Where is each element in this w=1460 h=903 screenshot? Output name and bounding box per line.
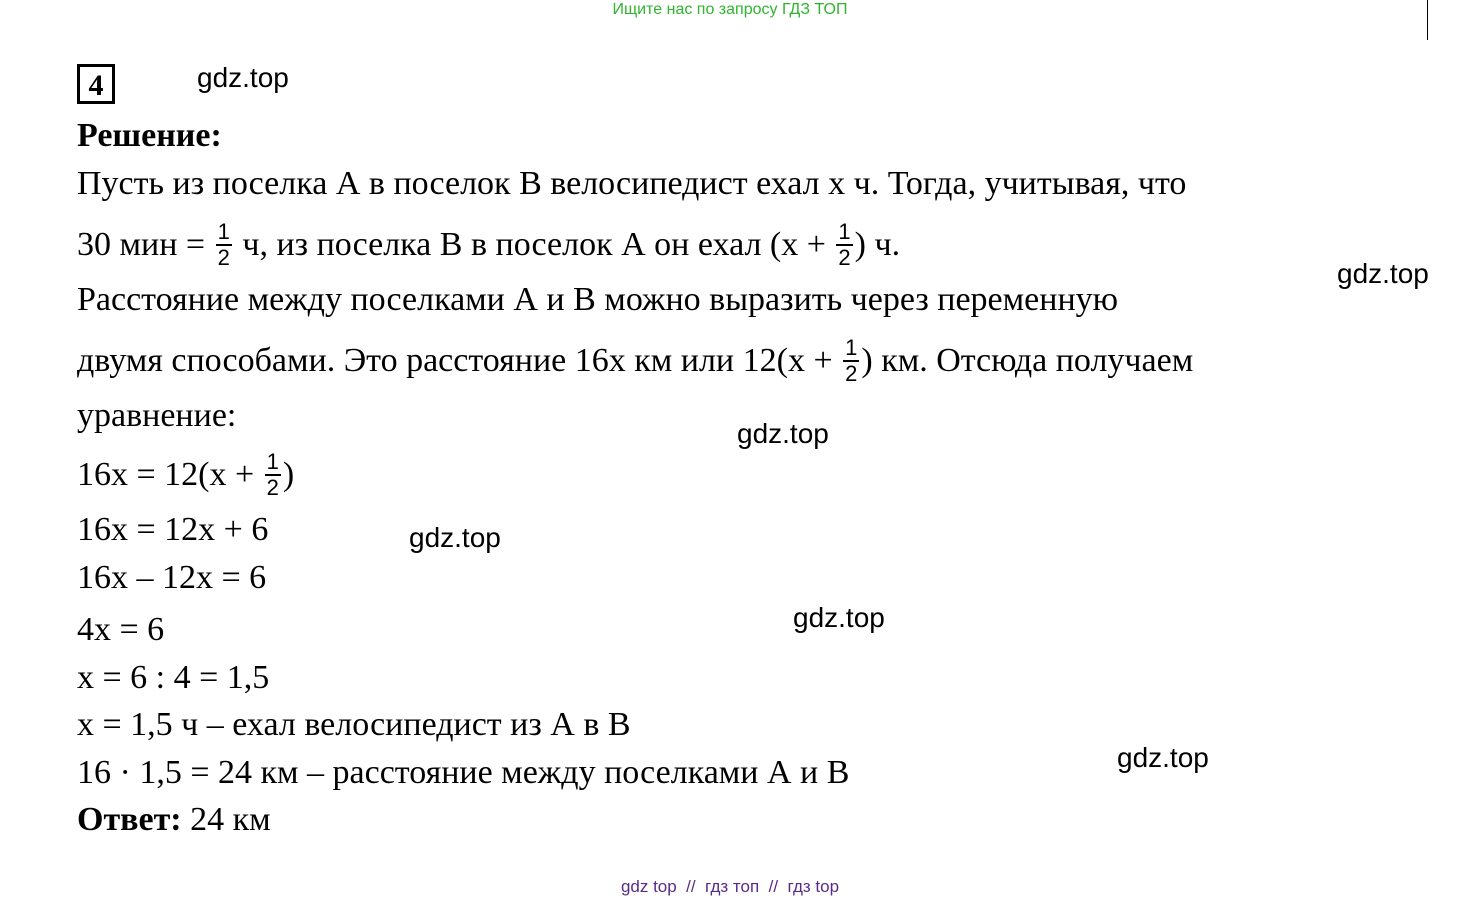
- text-line-5: уравнение:: [77, 397, 237, 434]
- fraction-half: $\frac{1}{2}$: [845, 335, 858, 386]
- fraction-half: $\frac{1}{2}$: [838, 219, 851, 270]
- text-line-2b: ч, из поселка В в поселок А он ехал (x +: [242, 225, 826, 263]
- equation-1: [77, 449, 295, 502]
- answer-value: 24 км: [190, 801, 271, 838]
- watermark: gdz.top: [1337, 258, 1429, 289]
- text-line-2a: 30 мин =: [77, 225, 206, 263]
- watermark: gdz.top: [197, 62, 289, 93]
- text-line-4a: двумя способами. Это расстояние 16x км или 12(x +: [77, 341, 833, 379]
- equation-6: x = 1,5 ч – ехал велосипедист из А в В: [77, 706, 631, 743]
- fraction-half: $\frac{1}{2}$: [266, 449, 279, 500]
- watermark: gdz.top: [1117, 742, 1209, 773]
- text-line-2: [77, 219, 901, 272]
- watermark: gdz.top: [793, 602, 885, 633]
- equation-5: x = 6 : 4 = 1,5: [77, 659, 270, 696]
- answer-label: Ответ:: [77, 801, 182, 838]
- watermark: gdz.top: [737, 418, 829, 449]
- task-number: 4: [77, 64, 115, 104]
- footer-links: gdz top // гдз топ // гдз top: [620, 877, 840, 896]
- search-banner: Ищите нас по запросу ГДЗ ТОП: [612, 1, 848, 18]
- watermark: gdz.top: [409, 522, 501, 553]
- fraction-half: $\frac{1}{2}$: [217, 219, 230, 270]
- text-line-1: Пусть из поселка А в поселок В велосипедист ехал x ч. Тогда, учитывая, что: [77, 165, 1187, 202]
- solution-label: Решение:: [77, 117, 222, 154]
- answer-line: [77, 800, 271, 840]
- equation-1b: ): [282, 455, 295, 493]
- text-line-2c: ) ч.: [854, 225, 901, 263]
- edge-divider: [1427, 0, 1428, 40]
- equation-3: 16x – 12x = 6: [77, 559, 267, 596]
- equation-1a: 16x = 12(x +: [77, 455, 255, 493]
- text-line-3: Расстояние между поселками А и В можно выразить через переменную: [77, 281, 1119, 318]
- text-line-4: [77, 335, 1194, 388]
- equation-7: 16 · 1,5 = 24 км – расстояние между поселками А и В: [77, 754, 850, 791]
- equation-4: 4x = 6: [77, 611, 165, 648]
- text-line-4b: ) км. Отсюда получаем: [861, 341, 1194, 379]
- equation-2: 16x = 12x + 6: [77, 511, 269, 548]
